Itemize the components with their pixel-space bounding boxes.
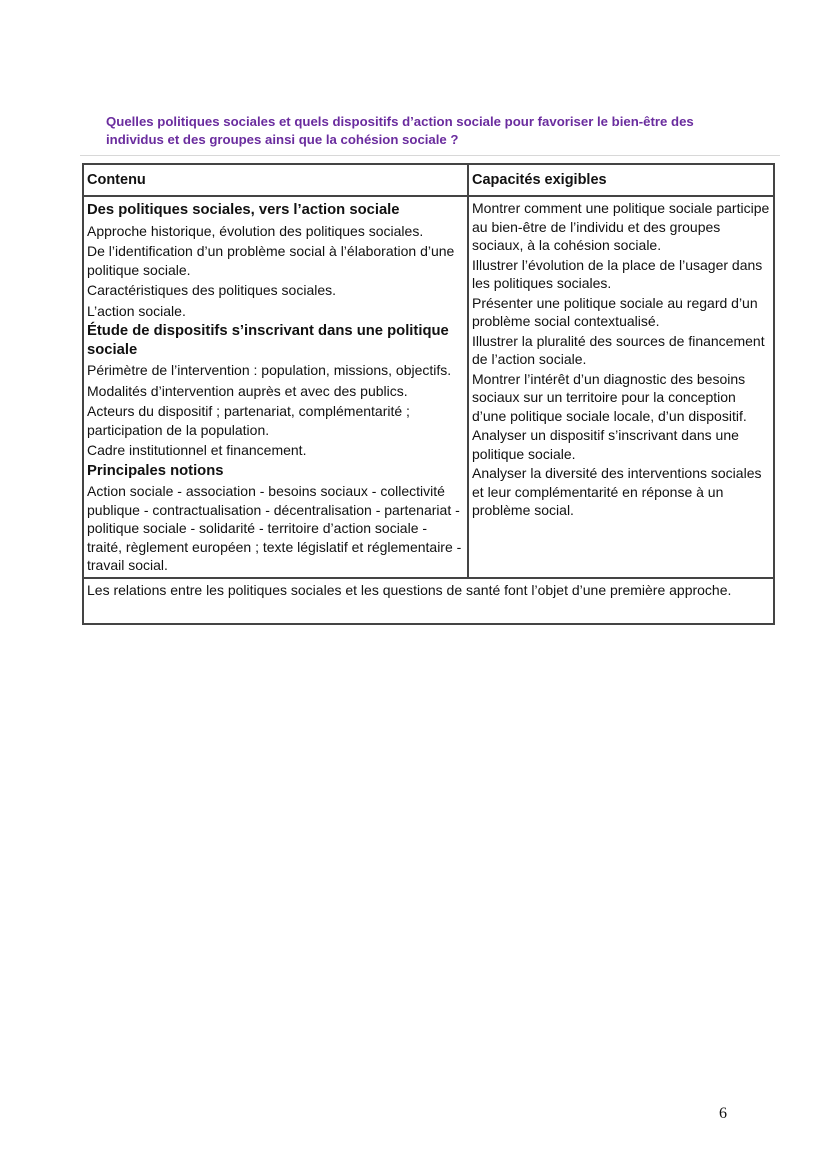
header-contenu: Contenu — [83, 164, 468, 196]
list-item: Analyser un dispositif s’inscrivant dans une politique sociale. — [472, 427, 739, 462]
list-item: Périmètre de l’intervention : population, missions, objectifs. — [87, 362, 452, 378]
list-item: Illustrer l’évolution de la place de l’usager dans les politiques sociales. — [472, 256, 763, 291]
capacites-cell — [468, 196, 774, 578]
notions-text: Action sociale - association - besoins sociaux - collectivité publique - contractualisation - décentralisation - partenariat - politique sociale - solidarité - territoire d’action sociale - traité, règlement européen ; texte législatif et réglementaire - travail social. — [87, 483, 462, 573]
section-title: Principales notions — [87, 462, 224, 479]
section-question: Quelles politiques sociales et quels dispositifs d’action sociale pour favoriser le bien-être des individus et des groupes ainsi que la cohésion sociale ? — [106, 114, 694, 147]
list-item: Modalités d’intervention auprès et avec des publics. — [87, 382, 408, 399]
footer-note: Les relations entre les politiques sociales et les questions de santé font l’objet d’une première approche. — [83, 578, 774, 624]
table-header-row — [83, 164, 774, 196]
contenu-cell — [83, 196, 468, 578]
header-capacites: Capacités exigibles — [468, 164, 774, 196]
list-item: Analyser la diversité des interventions sociales et leur complémentarité en réponse à un problème social. — [472, 465, 762, 518]
list-item: Montrer l’intérêt d’un diagnostic des besoins sociaux sur un territoire pour la conception d’une politique sociale locale, d’un dispositif. — [472, 370, 747, 424]
list-item: L’action sociale. — [87, 302, 186, 319]
section-title: Étude de dispositifs s’inscrivant dans une politique sociale — [87, 323, 449, 358]
list-item: Acteurs du dispositif ; partenariat, complémentarité ; participation de la population. — [87, 403, 410, 438]
list-item: De l’identification d’un problème social à l’élaboration d’une politique sociale. — [87, 243, 455, 278]
list-item: Caractéristiques des politiques sociales. — [87, 282, 337, 298]
divider — [80, 155, 780, 156]
table-body-row — [83, 196, 774, 578]
list-item: Illustrer la pluralité des sources de financement de l’action sociale. — [472, 332, 765, 367]
list-item: Présenter une politique sociale au regard d’un problème social contextualisé. — [472, 294, 758, 329]
section-title: Des politiques sociales, vers l’action sociale — [87, 202, 400, 218]
list-item: Cadre institutionnel et financement. — [87, 442, 307, 458]
list-item: Approche historique, évolution des politiques sociales. — [87, 222, 424, 239]
list-item: Montrer comment une politique sociale participe au bien-être de l’individu et des groupes sociaux, à la cohésion sociale. — [472, 200, 770, 253]
program-table — [82, 163, 775, 625]
table-footer-row — [83, 578, 774, 624]
page-number: 6 — [719, 1105, 727, 1122]
